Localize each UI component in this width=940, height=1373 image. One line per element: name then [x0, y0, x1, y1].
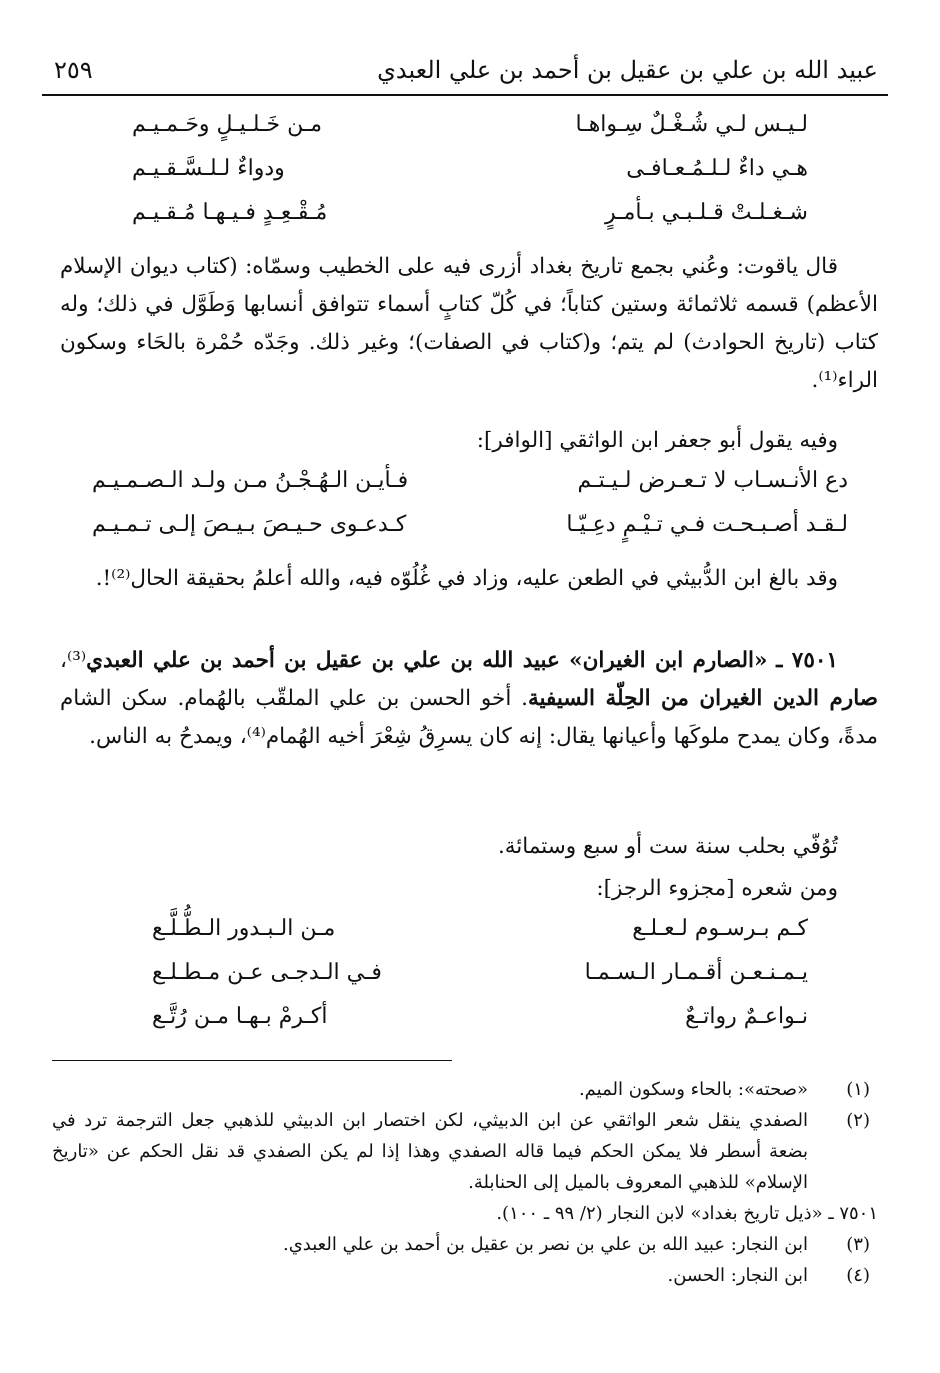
- verse: [42, 156, 888, 200]
- hemistich-second: أكـرمْ بـهـا مـن رُتَّـع: [152, 1004, 328, 1029]
- footnote-number: (٣): [846, 1234, 870, 1255]
- footnote: [52, 1260, 878, 1291]
- verse: [42, 916, 888, 960]
- footnote-text: «صحته»: بالحاء وسكون الميم.: [578, 1079, 808, 1100]
- separator: ،: [60, 648, 67, 673]
- poem-1: [42, 112, 888, 244]
- hemistich-first: يـمـنـعـن أقـمـار الـسـمـا: [584, 960, 808, 985]
- footnote-separator: [52, 1060, 452, 1061]
- verse: [42, 200, 888, 244]
- paragraph-intro-poem: وفيه يقول أبو جعفر ابن الواثقي [الوافر]:: [476, 428, 838, 453]
- hemistich-first: شـغـلـتْ قـلـبـي بـأمـرٍ: [604, 200, 808, 225]
- entry-name: «الصارم ابن الغيران» عبيد الله بن علي بن عقيل بن أحمد بن علي العبدي: [86, 648, 768, 673]
- entry-number: ٧٥٠١ ـ: [776, 648, 838, 673]
- hemistich-first: لـقـد أصـبـحـت فـي تـيْـمٍ دعِـيّـا: [566, 512, 848, 537]
- hemistich-first: لـيـس لـي شُـغْـلٌ سِـواهـا: [575, 112, 808, 137]
- entry-text: . أخو الحسن بن علي الملقّب بالهُمام. سكن الشام مدةً، وكان يمدح ملوكَها وأعيانها يقال: إنه كان يسرِقُ شِعْرَ أخيه الهُمام⁽⁴⁾، ويمدحُ به الناس.: [60, 686, 878, 749]
- footnote-ref-3: ⁽³⁾: [66, 648, 87, 673]
- hemistich-first: نـواعـمٌ رواتـعٌ: [685, 1004, 808, 1029]
- footnote: [52, 1229, 878, 1260]
- footnote: [52, 1105, 878, 1198]
- paragraph-death: تُوُفّي بحلب سنة ست أو سبع وستمائة.: [497, 834, 838, 859]
- footnote: [52, 1074, 878, 1105]
- hemistich-first: دع الأنـسـاب لا تـعـرض لـيـتـم: [577, 468, 848, 493]
- page-header: [42, 50, 888, 96]
- verse: [42, 112, 888, 156]
- footnote-text: الصفدي ينقل شعر الواثقي عن ابن الدبيثي، لكن اختصار ابن الدبيثي للذهبي جعل الترجمة ترد في بضعة أسطر فلا يمكن الحكم فيما قاله الصفدي وهذا إذا لم يكن الصفدي قد نقل الحكم عن «تاريخ الإسلام» للذهبي المعروف بالميل إلى الحنابلة.: [52, 1110, 809, 1193]
- poem-2: [42, 468, 888, 556]
- hemistich-second: مـن الـبـدور الـطُّـلَّـع: [152, 916, 336, 941]
- paragraph-yaqut: قال ياقوت: وعُني بجمع تاريخ بغداد أزرى فيه على الخطيب وسمّاه: (كتاب ديوان الإسلام الأعظم) قسمه ثلاثمائة وستين كتاباً؛ في كُلّ كتابٍ أسماء تتوافق أنسابها وَطَوَّل في ذلك؛ وله كتاب (تاريخ الحوادث) لم يتم؛ و(كتاب في الصفات)؛ وغير ذلك. وجَدّه حُمْرة بالحَاء وسكون الراء⁽¹⁾.: [60, 254, 878, 393]
- footnote-text: ابن النجار: عبيد الله بن علي بن نصر بن عقيل بن أحمد بن علي العبدي.: [282, 1234, 808, 1255]
- paragraph-dubaythi: وقد بالغ ابن الدُّبيثي في الطعن عليه، وزاد في غُلُوّه فيه، والله أعلمُ بحقيقة الحال⁽²⁾!.: [95, 566, 838, 591]
- verse: [42, 960, 888, 1004]
- hemistich-second: ودواءٌ لـلـسَّـقـيـم: [132, 156, 285, 181]
- hemistich-second: مُـقْـعِـدٍ فـيـهـا مُـقـيـم: [132, 200, 328, 225]
- footnote-text: ٧٥٠١ ـ «ذيل تاريخ بغداد» لابن النجار (٢/ ٩٩ ـ ١٠٠).: [496, 1203, 878, 1224]
- footnotes: [52, 1074, 878, 1291]
- hemistich-second: فـي الـدجـى عـن مـطـلـع: [152, 960, 382, 985]
- poem-3: [42, 916, 888, 1048]
- verse: [42, 1004, 888, 1048]
- hemistich-first: هـي داءٌ لـلـمُـعـافـى: [626, 156, 808, 181]
- page-number: ٢٥٩: [54, 56, 93, 84]
- entry-7501: [60, 642, 878, 756]
- hemistich-first: كـم بـرسـوم لـعـلـع: [632, 916, 808, 941]
- hemistich-second: فـأيـن الـهُـجْـنُ مـن ولـد الـصـمـيـم: [92, 468, 409, 493]
- book-page: [42, 30, 888, 1350]
- hemistich-second: كـدعـوى حـيـصَ بـيـصَ إلـى تـمـيـم: [92, 512, 407, 537]
- footnote-number: (١): [846, 1079, 870, 1100]
- footnote-number: (٤): [846, 1265, 870, 1286]
- entry-title: صارم الدين الغيران من الحِلّة السيفية: [527, 686, 879, 711]
- verse: [42, 468, 888, 512]
- verse: [42, 512, 888, 556]
- paragraph-poetry-intro: ومن شعره [مجزوء الرجز]:: [596, 876, 838, 901]
- footnote-text: ابن النجار: الحسن.: [667, 1265, 808, 1286]
- footnote-number: (٢): [846, 1110, 870, 1131]
- hemistich-second: مـن خَـلـيـلٍ وحَـمـيـم: [132, 112, 323, 137]
- footnote-source: [52, 1198, 878, 1229]
- running-title: عبيد الله بن علي بن عقيل بن أحمد بن علي العبدي: [377, 56, 878, 84]
